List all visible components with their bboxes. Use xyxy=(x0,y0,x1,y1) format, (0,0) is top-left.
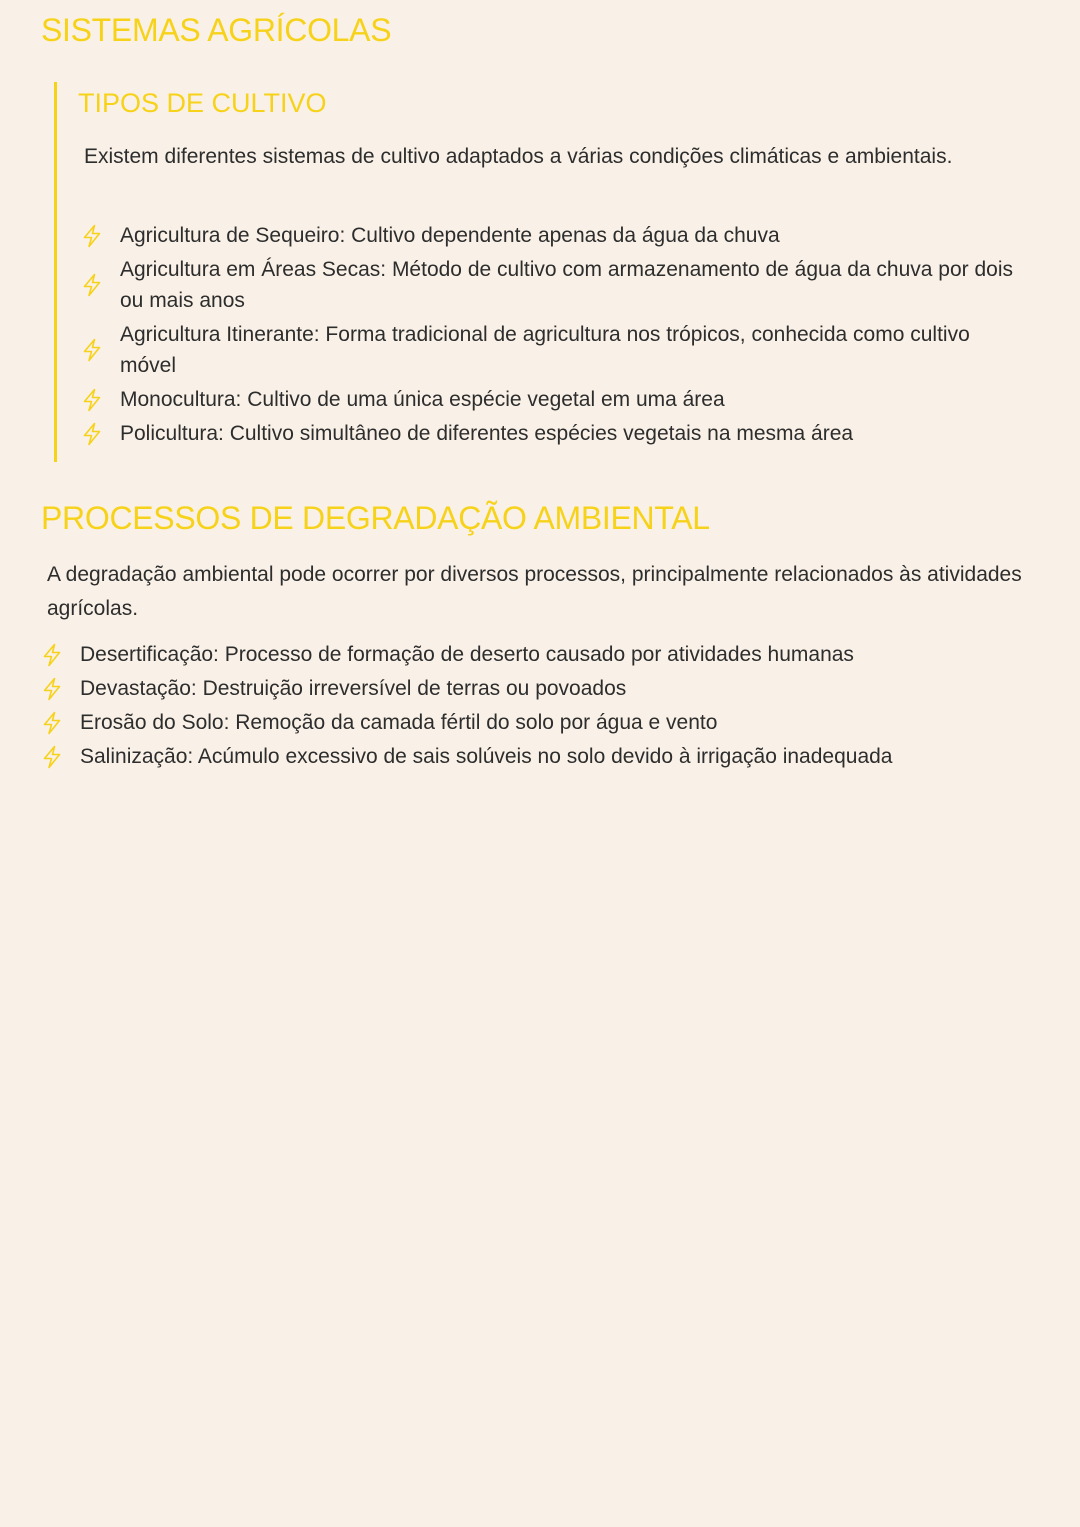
list-item-text: Erosão do Solo: Remoção da camada fértil do solo por água e vento xyxy=(80,711,718,734)
list-item-text: Policultura: Cultivo simultâneo de diferentes espécies vegetais na mesma área xyxy=(120,422,854,445)
lightning-bolt-icon xyxy=(81,224,103,248)
lightning-bolt-icon xyxy=(81,338,103,362)
section-intro: A degradação ambiental pode ocorrer por diversos processos, principalmente relacionados às atividades agrícolas. xyxy=(47,563,1022,620)
list-item-text: Agricultura em Áreas Secas: Método de cultivo com armazenamento de água da chuva por dois ou mais anos xyxy=(120,258,1013,312)
list-item xyxy=(81,418,1021,449)
subsection-intro: Existem diferentes sistemas de cultivo adaptados a várias condições climáticas e ambientais. xyxy=(84,145,953,168)
list-item xyxy=(81,319,1021,381)
list-item xyxy=(41,639,1031,670)
list-item-text: Monocultura: Cultivo de uma única espécie vegetal em uma área xyxy=(120,388,725,411)
list-item xyxy=(41,673,1031,704)
list-item-text: Salinização: Acúmulo excessivo de sais solúveis no solo devido à irrigação inadequada xyxy=(80,745,893,768)
list-item-text: Devastação: Destruição irreversível de terras ou povoados xyxy=(80,677,627,700)
list-item-text: Agricultura de Sequeiro: Cultivo dependente apenas da água da chuva xyxy=(120,224,780,247)
section-title-sistemas-agricolas: SISTEMAS AGRÍCOLAS xyxy=(41,12,392,48)
subsection-title: TIPOS DE CULTIVO xyxy=(78,88,327,118)
lightning-bolt-icon xyxy=(81,422,103,446)
section-title-processos-de-degradacao: PROCESSOS DE DEGRADAÇÃO AMBIENTAL xyxy=(41,500,710,536)
list-item xyxy=(41,741,1031,772)
lightning-bolt-icon xyxy=(41,677,63,701)
lightning-bolt-icon xyxy=(81,388,103,412)
lightning-bolt-icon xyxy=(81,273,103,297)
lightning-bolt-icon xyxy=(41,745,63,769)
lightning-bolt-icon xyxy=(41,711,63,735)
list-item xyxy=(81,384,1021,415)
degradacao-list xyxy=(41,639,1031,775)
lightning-bolt-icon xyxy=(41,643,63,667)
list-item xyxy=(81,254,1021,316)
cultivo-list xyxy=(81,220,1021,452)
list-item-text: Desertificação: Processo de formação de deserto causado por atividades humanas xyxy=(80,643,854,666)
list-item xyxy=(81,220,1021,251)
subsection-tipos-de-cultivo xyxy=(54,82,1037,462)
list-item xyxy=(41,707,1031,738)
list-item-text: Agricultura Itinerante: Forma tradicional de agricultura nos trópicos, conhecida como cultivo móvel xyxy=(120,323,970,377)
